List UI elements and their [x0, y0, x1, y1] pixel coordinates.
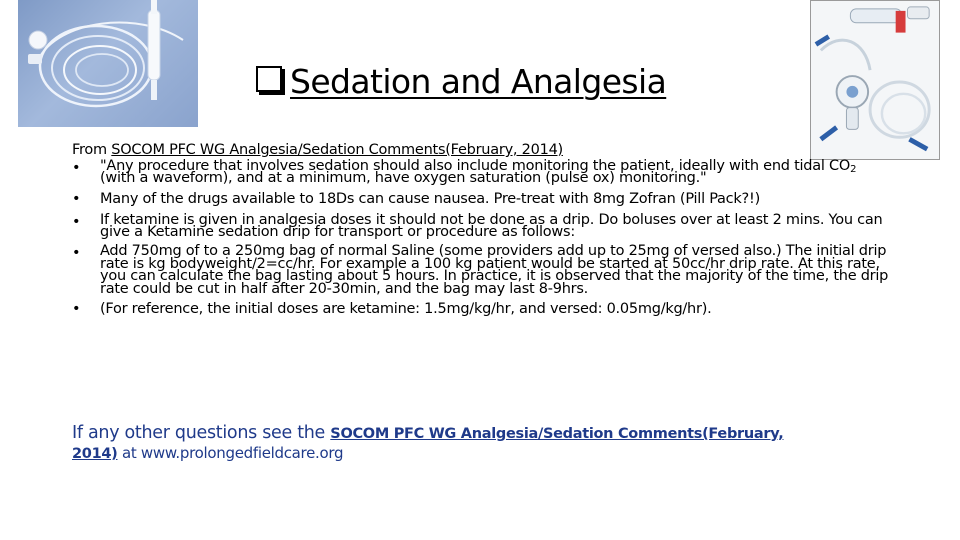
checkbox-bullet-icon [256, 66, 282, 92]
footer-prefix: If any other questions see the [72, 423, 331, 443]
bullet-text-part: (with a waveform), and at a minimum, have oxygen saturation (pulse ox) monitoring." [100, 170, 707, 187]
footer-line-2 [72, 444, 872, 463]
footer-suffix: at www.prolongedfieldcare.org [117, 444, 344, 462]
source-title: SOCOM PFC WG Analgesia/Sedation Comments(February, 2014) [111, 142, 563, 158]
list-item [72, 157, 892, 187]
co2-subscript: 2 [850, 163, 857, 175]
slide-title [256, 56, 666, 106]
body-text [72, 142, 892, 324]
source-prefix: From [72, 142, 112, 158]
tubing-connector-photo [810, 0, 940, 160]
bullet-list [72, 157, 892, 318]
iv-tubing-photo [18, 0, 198, 127]
bullet-text: Add 750mg of to a 250mg bag of normal Saline (some providers add up to 25mg of versed also.) The initial drip rate is kg bodyweight/2=cc/hr. For example a 100 kg patient would be started at 50cc/hr drip rate. At this rate, you can calculate the bag lasting about 5 hours. In practice, it is observed that the majority of the time, the drip rate could be cut in half after 20-30min, and the bag may last 8-9hrs. [100, 242, 889, 297]
footer-line-1 [72, 423, 872, 444]
title-text: Sedation and Analgesia [290, 61, 667, 101]
source-line [72, 142, 892, 159]
list-item [72, 191, 892, 208]
bullet-dot: • [72, 159, 81, 176]
bullet-dot: • [72, 213, 81, 230]
footer-link-part1[interactable]: SOCOM PFC WG Analgesia/Sedation Comments(February, [330, 426, 784, 442]
bullet-text: If ketamine is given in analgesia doses it should not be done as a drip. Do boluses over at least 2 mins. You can give a Ketamine sedation drip for transport or procedure as follows: [100, 211, 883, 241]
bullet-dot: • [72, 301, 81, 318]
bullet-dot: • [72, 190, 81, 207]
footer-link-part2[interactable]: 2014) [72, 446, 118, 462]
bullet-text: (For reference, the initial doses are ketamine: 1.5mg/kg/hr, and versed: 0.05mg/kg/hr). [100, 301, 712, 318]
list-item [72, 301, 892, 318]
bullet-text: Many of the drugs available to 18Ds can cause nausea. Pre-treat with 8mg Zofran (Pill Pack?!) [100, 190, 760, 207]
bullet-text [100, 157, 892, 187]
bullet-text-part: "Any procedure that involves sedation should also include monitoring the patient, ideally with end tidal CO [100, 157, 851, 174]
list-item [72, 211, 892, 241]
footer-note [72, 423, 872, 463]
list-item [72, 242, 892, 297]
bullet-dot: • [72, 244, 81, 261]
